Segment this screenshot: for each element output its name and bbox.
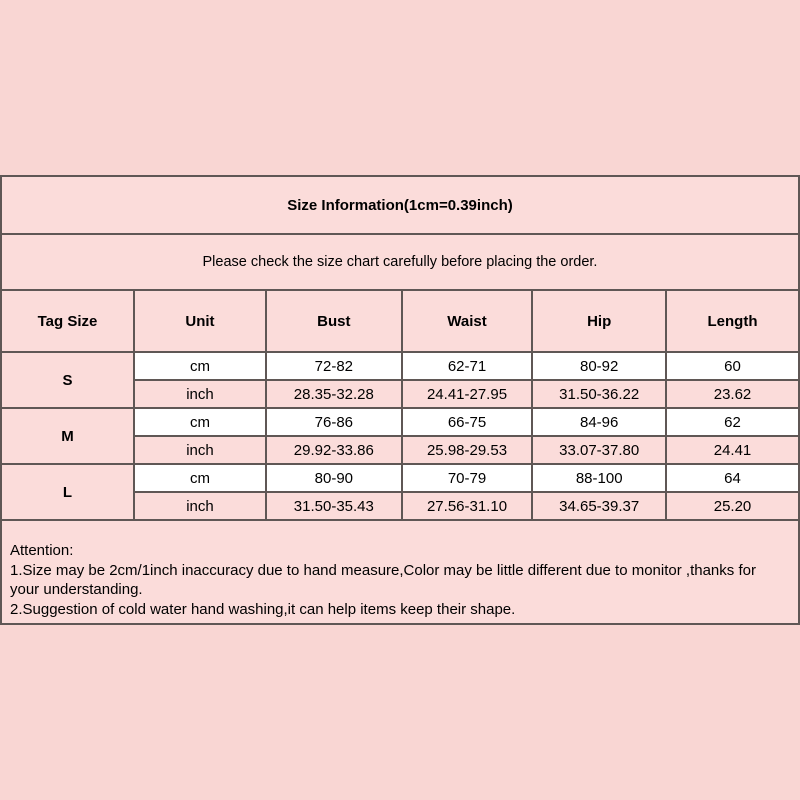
bust-value-cell: 72-82 bbox=[266, 352, 402, 380]
unit-cell: cm bbox=[134, 352, 266, 380]
length-value-cell: 60 bbox=[666, 352, 799, 380]
subtitle-row bbox=[1, 234, 799, 290]
unit-cell: cm bbox=[134, 464, 266, 492]
waist-value-cell: 25.98-29.53 bbox=[402, 436, 533, 464]
size-label-l: L bbox=[1, 464, 134, 520]
table-title: Size Information(1cm=0.39inch) bbox=[1, 176, 799, 234]
unit-cell: inch bbox=[134, 492, 266, 520]
size-label-s: S bbox=[1, 352, 134, 408]
size-row-m-cm bbox=[1, 408, 799, 436]
bust-value-cell: 80-90 bbox=[266, 464, 402, 492]
hip-value-cell: 31.50-36.22 bbox=[532, 380, 666, 408]
size-label-m: M bbox=[1, 408, 134, 464]
waist-value-cell: 27.56-31.10 bbox=[402, 492, 533, 520]
bust-value-cell: 76-86 bbox=[266, 408, 402, 436]
column-header-unit: Unit bbox=[134, 290, 266, 352]
hip-value-cell: 88-100 bbox=[532, 464, 666, 492]
unit-cell: inch bbox=[134, 380, 266, 408]
size-chart-table bbox=[0, 175, 800, 625]
unit-cell: inch bbox=[134, 436, 266, 464]
length-value-cell: 62 bbox=[666, 408, 799, 436]
column-header-bust: Bust bbox=[266, 290, 402, 352]
length-value-cell: 64 bbox=[666, 464, 799, 492]
hip-value-cell: 80-92 bbox=[532, 352, 666, 380]
title-row bbox=[1, 176, 799, 234]
hip-value-cell: 84-96 bbox=[532, 408, 666, 436]
table-subtitle: Please check the size chart carefully before placing the order. bbox=[1, 234, 799, 290]
column-header-waist: Waist bbox=[402, 290, 533, 352]
hip-value-cell: 34.65-39.37 bbox=[532, 492, 666, 520]
column-header-tag-size: Tag Size bbox=[1, 290, 134, 352]
column-header-hip: Hip bbox=[532, 290, 666, 352]
waist-value-cell: 62-71 bbox=[402, 352, 533, 380]
length-value-cell: 25.20 bbox=[666, 492, 799, 520]
waist-value-cell: 70-79 bbox=[402, 464, 533, 492]
attention-line: 1.Size may be 2cm/1inch inaccuracy due to hand measure,Color may be little different due to monitor ,thanks for your understanding. bbox=[10, 561, 756, 598]
waist-value-cell: 66-75 bbox=[402, 408, 533, 436]
bust-value-cell: 29.92-33.86 bbox=[266, 436, 402, 464]
hip-value-cell: 33.07-37.80 bbox=[532, 436, 666, 464]
unit-cell: cm bbox=[134, 408, 266, 436]
attention-line: 2.Suggestion of cold water hand washing,it can help items keep their shape. bbox=[10, 600, 516, 618]
attention-row bbox=[1, 520, 799, 624]
bust-value-cell: 31.50-35.43 bbox=[266, 492, 402, 520]
header-row bbox=[1, 290, 799, 352]
length-value-cell: 23.62 bbox=[666, 380, 799, 408]
bust-value-cell: 28.35-32.28 bbox=[266, 380, 402, 408]
column-header-length: Length bbox=[666, 290, 799, 352]
size-row-s-cm bbox=[1, 352, 799, 380]
attention-section bbox=[1, 520, 799, 624]
length-value-cell: 24.41 bbox=[666, 436, 799, 464]
waist-value-cell: 24.41-27.95 bbox=[402, 380, 533, 408]
size-row-l-cm bbox=[1, 464, 799, 492]
attention-heading: Attention: bbox=[10, 542, 74, 559]
